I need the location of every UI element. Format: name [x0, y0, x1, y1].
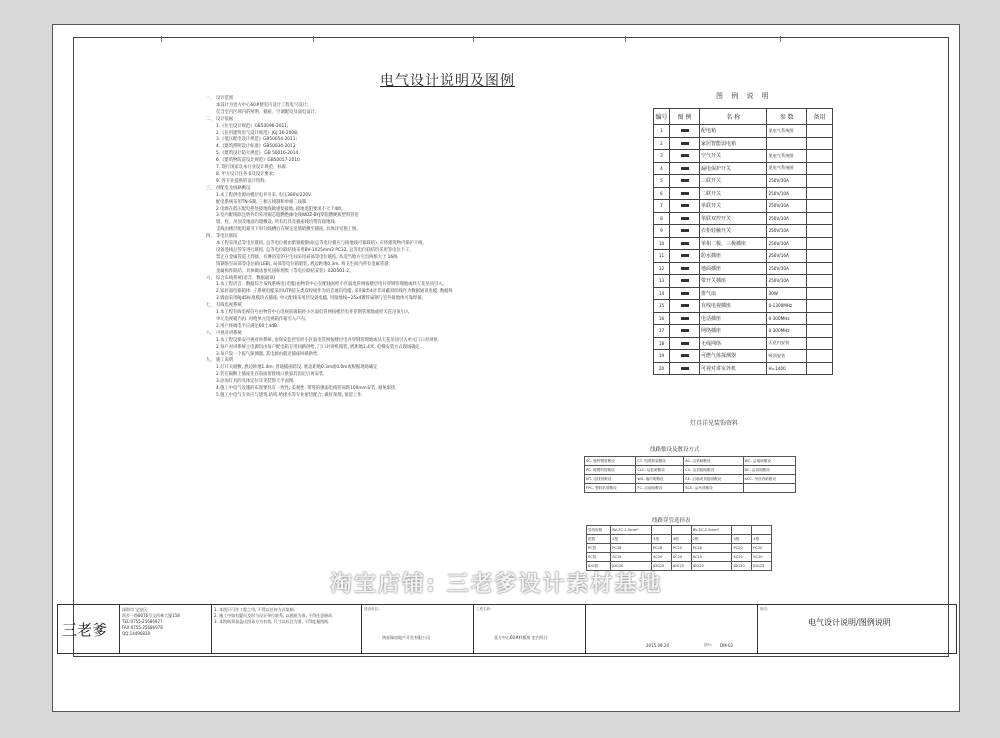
legend-number: 3	[654, 150, 670, 163]
legend-symbol-icon	[670, 337, 700, 350]
legend-number: 10	[654, 237, 670, 250]
design-notes	[200, 96, 560, 400]
legend-header-cell: 参 数	[767, 109, 807, 125]
project-label: 工程名称:	[476, 607, 492, 611]
note-item: 5.《建筑设计防火规范》 GB 50016-2014	[216, 151, 299, 157]
legend-param: 0-300MHz	[767, 325, 807, 338]
laying-cell: CC- 沿顶板暗敷设	[684, 466, 743, 475]
legend-symbol-icon	[670, 200, 700, 213]
laying-cell: BC- 沿梁明敷设	[743, 466, 795, 475]
legend-row	[654, 225, 833, 238]
legend-param: 天花内安装	[767, 337, 807, 350]
legend-number: 19	[654, 350, 670, 363]
legend-spare	[807, 225, 833, 238]
symbol-glyph-icon	[681, 192, 689, 195]
conduit-header-cell: 3根	[732, 535, 752, 544]
legend-row	[654, 212, 833, 225]
legend-row	[654, 275, 833, 288]
legend-row	[654, 150, 833, 163]
conduit-header-cell: 2根	[611, 535, 652, 544]
note-item: 1.灯开关暗敷, 底边距地1.4m; 普通插座暗设, 底边距地0.3m或0.0m或根据现场确定	[216, 365, 378, 371]
laying-cell: ACC- 吊顶内暗敷设	[743, 475, 795, 484]
legend-param: H=1400	[767, 362, 807, 375]
legend-param: 250V/10A	[767, 212, 807, 225]
symbol-glyph-icon	[681, 167, 689, 170]
legend-symbol-icon	[670, 300, 700, 313]
note-item: 1.《住宅设计规范》GB50096-2011;	[216, 123, 289, 129]
legend-spare	[807, 312, 833, 325]
note-section-heading: 七、 有线电视系统	[206, 303, 242, 309]
conduit-cell: JDG20	[652, 562, 672, 571]
note-item: 本设计为壹方中心60#楼室内设计工程电气设计;	[216, 102, 309, 108]
legend-spare	[807, 337, 833, 350]
conduit-cell: JDG20	[691, 562, 732, 571]
legend-name: 排气扇	[700, 287, 767, 300]
legend-spare	[807, 262, 833, 275]
legend-name: 衣柜轻触开关	[700, 225, 767, 238]
symbol-glyph-icon	[681, 342, 689, 345]
legend-param: 250V/10A	[767, 200, 807, 213]
legend-name: 防水插座	[700, 250, 767, 263]
legend-param: 30W	[767, 287, 807, 300]
legend-spare	[807, 325, 833, 338]
legend-spare	[807, 287, 833, 300]
conduit-cell: PC16	[611, 544, 652, 553]
legend-number: 12	[654, 262, 670, 275]
legend-row	[654, 312, 833, 325]
legend-number: 2	[654, 137, 670, 150]
legend-number: 9	[654, 225, 670, 238]
legend-spare	[807, 187, 833, 200]
legend-row	[654, 200, 833, 213]
note-section-heading: 八、 可视对讲系统	[206, 330, 242, 336]
conduit-cell: SC20	[732, 553, 752, 562]
note-item: 6.《建筑物防雷设计规范》GB50057-2010	[216, 158, 300, 164]
note-section-heading: 四、 等电位联结	[206, 234, 238, 240]
legend-row	[654, 175, 833, 188]
note-item: 1.本工程供电源由楼层电井引来, 电压380V/220V.	[216, 192, 312, 198]
legend-header-cell: 编号	[654, 109, 670, 125]
laying-table	[584, 456, 796, 493]
note-item: 2.电源在低压配电柜处接地线做重复接地, 接地电阻要求不大于4欧。	[216, 206, 346, 212]
conduit-header-cell: 导线规格	[587, 526, 611, 535]
note-item: 4.施工中电气设施的布置要具有一致性, 美观性. 带进的强弱电线管间距100mm安装, 避免窜扰.	[216, 386, 397, 392]
legend-symbol-icon	[670, 325, 700, 338]
symbol-glyph-icon	[681, 179, 689, 182]
conduit-header-cell: 根数	[587, 535, 611, 544]
laying-cell	[743, 484, 795, 493]
legend-symbol-icon	[670, 275, 700, 288]
legend-param: 250V/10A	[767, 175, 807, 188]
legend-symbol-icon	[670, 175, 700, 188]
conduit-cell: JDG25	[752, 562, 772, 571]
conduit-header-cell	[671, 526, 691, 535]
conduit-cell: PC20	[752, 544, 772, 553]
laying-table-title: 线路敷设及敷设方式	[650, 447, 700, 453]
title-note-line: 3. 本图纸须加盖出图章方为有效, 尺寸以标注为准, 不得度量图纸.	[214, 619, 330, 624]
symbol-glyph-icon	[681, 129, 689, 132]
note-item: 本工程采用总等电位联结, 总等电位板由紫铜板制成(总等电位板应与接地线可靠联结), 应将建筑物内保护干线、	[216, 241, 427, 247]
conduit-header-cell: 3根	[652, 535, 672, 544]
legend-name: 有线电视插座	[700, 300, 767, 313]
legend-name: 无线网络	[700, 337, 767, 350]
laying-cell: CE- 沿墙或顶板明敷设	[684, 475, 743, 484]
legend-table	[653, 108, 833, 375]
legend-name: 二联开关	[700, 187, 767, 200]
note-section-heading: 九、 施工说明	[206, 358, 234, 364]
conduit-table	[586, 525, 772, 571]
drawing-date: 2015.09.24	[646, 643, 669, 648]
legend-param: 250V/10A	[767, 275, 807, 288]
laying-cell: CT- 电缆桥架敷设	[636, 457, 684, 466]
note-item: 9. 各专业提供的设计资料;	[216, 178, 266, 184]
legend-row	[654, 362, 833, 375]
symbol-glyph-icon	[681, 229, 689, 232]
legend-param: 250V/10A	[767, 187, 807, 200]
conduit-cell: PC16	[652, 544, 672, 553]
note-item: 支线由楼层配电箱引下时分线槽后在规定沿墙暗敷至插座, 具体详见施工图。	[216, 227, 361, 233]
legend-symbol-icon	[670, 225, 700, 238]
legend-name: 可燃气体探测器	[700, 350, 767, 363]
laying-cell: WC- 沿墙暗敷设	[743, 457, 795, 466]
address-line: 西乡一路8076号宝西林大厦158	[122, 613, 180, 618]
watermark: 淘宝店铺: 三老爹设计素材基地	[330, 572, 663, 597]
laying-cell: SC- 镀锌钢管敷设	[585, 457, 636, 466]
legend-title: 图 例 说 明	[716, 92, 772, 100]
builder-label: 建设单位:	[364, 607, 380, 611]
builder-name: 鸿星瑞房地产开发有限公司	[382, 635, 430, 640]
legend-name: 电话插座	[700, 312, 767, 325]
legend-spare	[807, 362, 833, 375]
legend-param: 250V/16A	[767, 250, 807, 263]
symbol-glyph-icon	[681, 304, 689, 307]
legend-symbol-icon	[670, 237, 700, 250]
laying-cell: WS- 墙内明敷设	[636, 475, 684, 484]
symbol-glyph-icon	[681, 242, 689, 245]
legend-param	[767, 137, 807, 150]
conduit-header-cell	[652, 526, 672, 535]
note-item: 单元电视箱内再. 再给单元电视箱作箱引入户内。	[216, 317, 309, 322]
legend-spare	[807, 125, 833, 138]
legend-symbol-icon	[670, 162, 700, 175]
legend-row	[654, 125, 833, 138]
laying-cell: CLC- 沿柱暗敷设	[636, 466, 684, 475]
conduit-cell: PC16	[691, 544, 732, 553]
legend-spare	[807, 200, 833, 213]
legend-number: 8	[654, 212, 670, 225]
legend-header-cell: 备用	[807, 109, 833, 125]
legend-symbol-icon	[670, 250, 700, 263]
laying-cell: FPC- 塑料软管敷设	[585, 484, 636, 493]
project-name: 壹方中心60#样板房 室内设计	[494, 635, 548, 640]
title-note-line: 1. 本图只可作工程之用, 不得以任何方式复制.	[214, 607, 295, 612]
note-item: 2.家居弱电箱箱体: 子系统电缆采用UTP超五类双绞线作为语音通讯电缆, 采用8类4对非屏蔽双绞线作为数据通讯电缆, 数据终	[216, 289, 453, 295]
legend-spare	[807, 212, 833, 225]
legend-header-cell: 图 例	[670, 109, 700, 125]
note-item: 2.《民用建筑电气设计规范》JGJ 16-2008;	[216, 130, 299, 136]
legend-name: 三联开关	[700, 175, 767, 188]
legend-symbol-icon	[670, 362, 700, 375]
legend-row	[654, 137, 833, 150]
legend-symbol-icon	[670, 212, 700, 225]
drawing-name-label: 图名:	[760, 607, 769, 611]
symbol-glyph-icon	[681, 292, 689, 295]
legend-number: 6	[654, 187, 670, 200]
legend-name: 单相二极、三极插座	[700, 237, 767, 250]
note-item: 2.每户对讲系统主电源均由每户配电箱专用回路供给, 门口对讲机箱装, 底距地1.4米, 电梯安装方式现场确定.	[216, 344, 422, 350]
drawing-number: DM-02	[720, 643, 734, 648]
conduit-header-cell: 4根	[671, 535, 691, 544]
legend-param: 0-1300MHz	[767, 300, 807, 313]
note-item: 7. 现行国家及本行业设计规范、标准.	[216, 165, 288, 171]
legend-number: 14	[654, 287, 670, 300]
address-line: 深圳市 宝安区	[122, 607, 148, 612]
note-item: 3.添加灯具的具体定位详见装饰天平面图.	[216, 379, 295, 385]
legend-row	[654, 162, 833, 175]
address-line: QQ:14496839	[122, 631, 151, 636]
legend-number: 5	[654, 175, 670, 188]
symbol-glyph-icon	[681, 204, 689, 207]
conduit-cell: PC20	[671, 544, 691, 553]
legend-row	[654, 350, 833, 363]
legend-symbol-icon	[670, 137, 700, 150]
brand-logo: 三老爹	[58, 605, 120, 653]
conduit-cell: SC20	[671, 553, 691, 562]
legend-spare	[807, 300, 833, 313]
conduit-cell: SC20	[652, 553, 672, 562]
symbol-glyph-icon	[681, 142, 689, 145]
title-block	[57, 604, 957, 654]
legend-number: 13	[654, 275, 670, 288]
legend-name: 网络插座	[700, 325, 767, 338]
legend-number: 11	[654, 250, 670, 263]
conduit-header-cell: BV-ZC-2.5mm²	[691, 526, 732, 535]
legend-name: 家居智能弱电箱	[700, 137, 767, 150]
address-line: FAX:0755-25686978	[122, 625, 163, 630]
conduit-header-cell: 4根	[752, 535, 772, 544]
note-section-heading: 六、 综合布线系统(语音、数据通讯)	[206, 275, 276, 281]
legend-row	[654, 300, 833, 313]
note-item: 2.用户终端电平应满足60土4dB.	[216, 323, 279, 329]
note-item: 1.本工程有线电视信号由物管中心电视前端箱经小区弱电管网按楼层电井穿钢管埋地或经天花吊顶引入	[216, 310, 410, 316]
note-item: 3.《低压配电设计规范》GB50054-2011;	[216, 137, 297, 143]
legend-symbol-icon	[670, 287, 700, 300]
legend-param: 250V/10A	[767, 262, 807, 275]
legend-param: 0-300MHz	[767, 312, 807, 325]
note-item: 配电系统采用TN-S制, 三相五线制和单相三线制.	[216, 199, 308, 205]
note-item: 禁止在金属管道上焊接。有淋浴室的卫生间采用局部等电位联结, 从适当地方引出两根大于 16线	[216, 254, 398, 260]
legend-row	[654, 250, 833, 263]
legend-name: 单联双控开关	[700, 212, 767, 225]
legend-number: 4	[654, 162, 670, 175]
laying-cell: MT- 电线管敷设	[585, 475, 636, 484]
legend-row	[654, 187, 833, 200]
legend-param: 见电气系统图	[767, 150, 807, 163]
legend-name: 可视对讲室外机	[700, 362, 767, 375]
legend-symbol-icon	[670, 312, 700, 325]
drawing-name: 电气设计说明/图例说明	[808, 618, 891, 627]
legend-symbol-icon	[670, 150, 700, 163]
legend-name: 带开关插座	[700, 275, 767, 288]
legend-spare	[807, 150, 833, 163]
legend-spare	[807, 137, 833, 150]
legend-footer: 灯具详见装饰资料	[690, 420, 739, 427]
conduit-cell: JDG25	[671, 562, 691, 571]
conduit-cell: SC管	[587, 553, 611, 562]
conduit-header-cell: BV-ZC-1.5mm²	[611, 526, 652, 535]
legend-spare	[807, 275, 833, 288]
laying-cell: AC- 沿梁暗敷设	[684, 457, 743, 466]
note-item: 设备进线总管等进行联结, 总等电位联结线采用BV-1X25mm2 PC32, 总等电位联结均采用等电位卡子,	[216, 247, 411, 253]
note-item: 3.室内配线除注明外均采用铜芯阻燃绝缘电线WDZ-BYJ穿阻燃硬质塑料管沿	[216, 213, 359, 219]
laying-cell: PC- 硬塑料管敷设	[585, 466, 636, 475]
legend-spare	[807, 350, 833, 363]
address-line: TEL:0755-25686977	[122, 619, 163, 624]
legend-row	[654, 237, 833, 250]
conduit-cell: SC15	[691, 553, 732, 562]
legend-number: 17	[654, 325, 670, 338]
legend-row	[654, 262, 833, 275]
legend-row	[654, 287, 833, 300]
symbol-glyph-icon	[681, 329, 689, 332]
conduit-cell: JDG20	[611, 562, 652, 571]
legend-symbol-icon	[670, 187, 700, 200]
legend-row	[654, 325, 833, 338]
symbol-glyph-icon	[681, 354, 689, 357]
symbol-glyph-icon	[681, 367, 689, 370]
legend-symbol-icon	[670, 125, 700, 138]
drawing-number-label: 图号:	[704, 643, 713, 647]
note-item: 1.本工程设保安可视对讲系统, 由保安监控室经小区弱电管网按楼层电井穿钢管埋地或从天花吊顶引入单元门口对讲机.	[216, 337, 440, 343]
symbol-glyph-icon	[681, 279, 689, 282]
legend-number: 20	[654, 362, 670, 375]
legend-row	[654, 337, 833, 350]
legend-symbol-icon	[670, 350, 700, 363]
symbol-glyph-icon	[681, 267, 689, 270]
note-item: 3.每户设一个报气探测器, 其电源由就近插座回路供给.	[216, 351, 319, 357]
legend-param: 250V/10A	[767, 225, 807, 238]
legend-name: 地面插座	[700, 262, 767, 275]
note-section-heading: 二、 设计依据	[206, 116, 234, 122]
legend-header-cell: 名 称	[700, 109, 767, 125]
note-item: 5.施工中电气专业应与建筑,结构,给排水等专业密切配合, 做好预埋, 预留工作.	[216, 392, 363, 398]
conduit-cell: JDG20	[732, 562, 752, 571]
legend-number: 18	[654, 337, 670, 350]
legend-spare	[807, 250, 833, 263]
conduit-table-title: 线路穿管选择表	[652, 518, 691, 524]
legend-param: 见电气系统图	[767, 162, 807, 175]
legend-number: 1	[654, 125, 670, 138]
legend-symbol-icon	[670, 262, 700, 275]
symbol-glyph-icon	[681, 317, 689, 320]
legend-number: 16	[654, 312, 670, 325]
note-item: 8. 甲方设计任务书及设计要求;	[216, 171, 275, 177]
legend-number: 7	[654, 200, 670, 213]
note-item: 墙、柱、吊顶及地面内暗敷设, 所有灯具及插座线均带有接地线.	[216, 220, 337, 226]
note-item: 3.墙面采用RJ45标准模块式插座, 单元配线采用层设备电缆, 用接地线~25x4镀锌扁钢与室外接地体可靠焊接。	[216, 296, 426, 302]
symbol-glyph-icon	[681, 254, 689, 257]
legend-name: 单联开关	[700, 200, 767, 213]
note-item: 2.装在隔断上插座先在南面留接线口供家具固定后再安装.	[216, 372, 325, 378]
legend-param: 250V/10A	[767, 237, 807, 250]
legend-name: 配电箱	[700, 125, 767, 138]
conduit-cell: SC15	[611, 553, 652, 562]
legend-name: 空气开关	[700, 150, 767, 163]
note-item: 1.本工程语音、数据综合布线系统电(光缆)由物管中心在配线间经小区弱电管网按楼层电井穿钢管埋地或经天花吊顶引入。	[216, 282, 447, 288]
symbol-glyph-icon	[681, 217, 689, 220]
legend-spare	[807, 237, 833, 250]
conduit-header-cell	[732, 526, 752, 535]
note-item: 钩钢筋至局部等电位箱(LEB), 局部等电位箱暗装, 底边距地0.3m, 将卫生间内所有金属管道、	[216, 261, 393, 267]
note-item: 4.《建筑照明设计标准》GB50034-2013	[216, 144, 296, 150]
laying-cell: FC- 沿地暗敷设	[636, 484, 684, 493]
conduit-cell: PC20	[732, 544, 752, 553]
note-section-heading: 一、 设计范围	[206, 96, 234, 101]
page-title: 电气设计说明及图例	[380, 73, 515, 89]
conduit-cell: PC管	[587, 544, 611, 553]
legend-param: 见电气系统图	[767, 125, 807, 138]
conduit-cell: SC20	[752, 553, 772, 562]
legend-param: 吸顶安装	[767, 350, 807, 363]
conduit-cell: JDG管	[587, 562, 611, 571]
note-item: 金属构件联结。具体做法参见国标图集《等电位联结安装》02D501-2。	[216, 268, 354, 274]
title-note-line: 2. 施工中如有疑问及时与设计单位联系, 以图纸为准, 不得任意修改.	[214, 613, 334, 618]
legend-spare	[807, 175, 833, 188]
title-notes	[212, 605, 362, 653]
note-section-heading: 三、 供配电及线路敷设	[206, 185, 251, 191]
legend-number: 15	[654, 300, 670, 313]
legend-spare	[807, 162, 833, 175]
note-item: 仅含室内区域内的照明、插座、空调配电及弱电设计。	[216, 109, 320, 115]
legend-name: 漏电保护开关	[700, 162, 767, 175]
conduit-header-cell	[752, 526, 772, 535]
conduit-header-cell: 2根	[691, 535, 732, 544]
laying-cell: SCE- 沿吊顶敷设	[684, 484, 743, 493]
symbol-glyph-icon	[681, 154, 689, 157]
company-address	[120, 605, 212, 653]
